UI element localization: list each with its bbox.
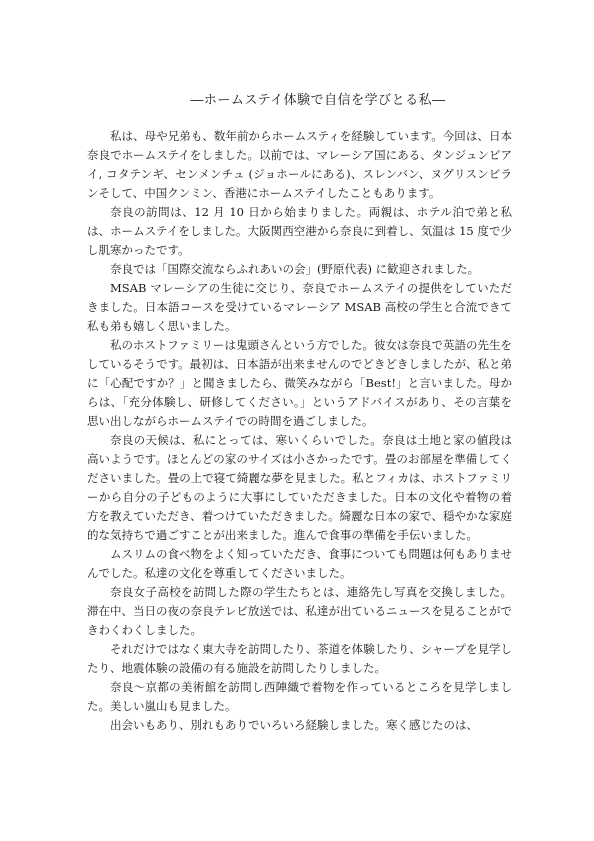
paragraph: 私は、母や兄弟も、数年前からホームスティを経験しています。今回は、日本奈良でホームステイをしました。以前では、マレーシア国にある、タンジュンビアイ, コタテンギ、センメンチュ (ジョホールにある)、スレンバン、ヌグリスンビランそして、中国クンミン、香港にホームステイしたこともあります。 <box>87 129 512 200</box>
paragraph: 奈良～京都の美術館を訪問し西陣織で着物を作っているところを見学しました。美しい嵐山も見ました。 <box>87 680 512 713</box>
paragraph: それだけではなく東大寺を訪問したり、茶道を体験したり、シャープを見学したり、地震体験の設備の有る施設を訪問したりしました。 <box>87 642 512 675</box>
paragraph: 奈良の天候は、私にとっては、寒いくらいでした。奈良は土地と家の値段は高いようです。ほとんどの家のサイズは小さかったです。畳のお部屋を準備してくださいました。畳の上で寝て綺麗な夢を見ました。私とフィカは、ホストファミリーから自分の子どものように大事にしていただきました。日本の文化や着物の着方を教えていただき、着つけていただきました。綺麗な日本の家で、穏やかな家庭的な気持ちで過ごすことが出来ました。進んで食事の準備を手伝いました。 <box>87 433 512 542</box>
document-title: ―ホームステイ体験で自信を学びとる私― <box>190 93 446 108</box>
paragraph: 出会いもあり、別れもありでいろいろ経験しました。寒く感じたのは、 <box>110 718 478 732</box>
paragraph: 私のホストファミリーは鬼頭さんという方でした。彼女は奈良で英語の先生をしているそうです。最初は、日本語が出来ませんのでどきどきしましたが、私と弟に「心配ですか？」と聞きましたら、微笑みながら「Best!」と言いました。母からは、「充分体験し、研修してください。」というアドバイスがあり、その言葉を思い出しながらホームステイでの時間を過ごしました。 <box>87 338 512 428</box>
paragraph: 奈良の訪問は、12 月 10 日から始まりました。両親は、ホテル泊で弟と私は、ホームステイをしました。大阪関西空港から奈良に到着し、気温は 15 度で少し肌寒かったです。 <box>87 205 512 257</box>
paragraph: ムスリムの食べ物をよく知っていただき、食事についても問題は何もありませんでした。私達の文化を尊重してくださいました。 <box>87 547 512 580</box>
document-body <box>87 127 512 735</box>
paragraph: 奈良女子高校を訪問した際の学生たちとは、連絡先し写真を交換しました。滞在中、当日の夜の奈良テレビ放送では、私達が出ているニュースを見ることができわくわくしました。 <box>87 585 512 637</box>
paragraph: 奈良では「国際交流ならふれあいの会」(野原代表) に歓迎されました。 <box>110 262 480 276</box>
paragraph: MSAB マレーシアの生徒に交じり、奈良でホームステイの提供をしていただきました。日本語コースを受けているマレーシア MSAB 高校の学生と合流できて私も弟も嬉しく思いました。 <box>87 281 512 333</box>
